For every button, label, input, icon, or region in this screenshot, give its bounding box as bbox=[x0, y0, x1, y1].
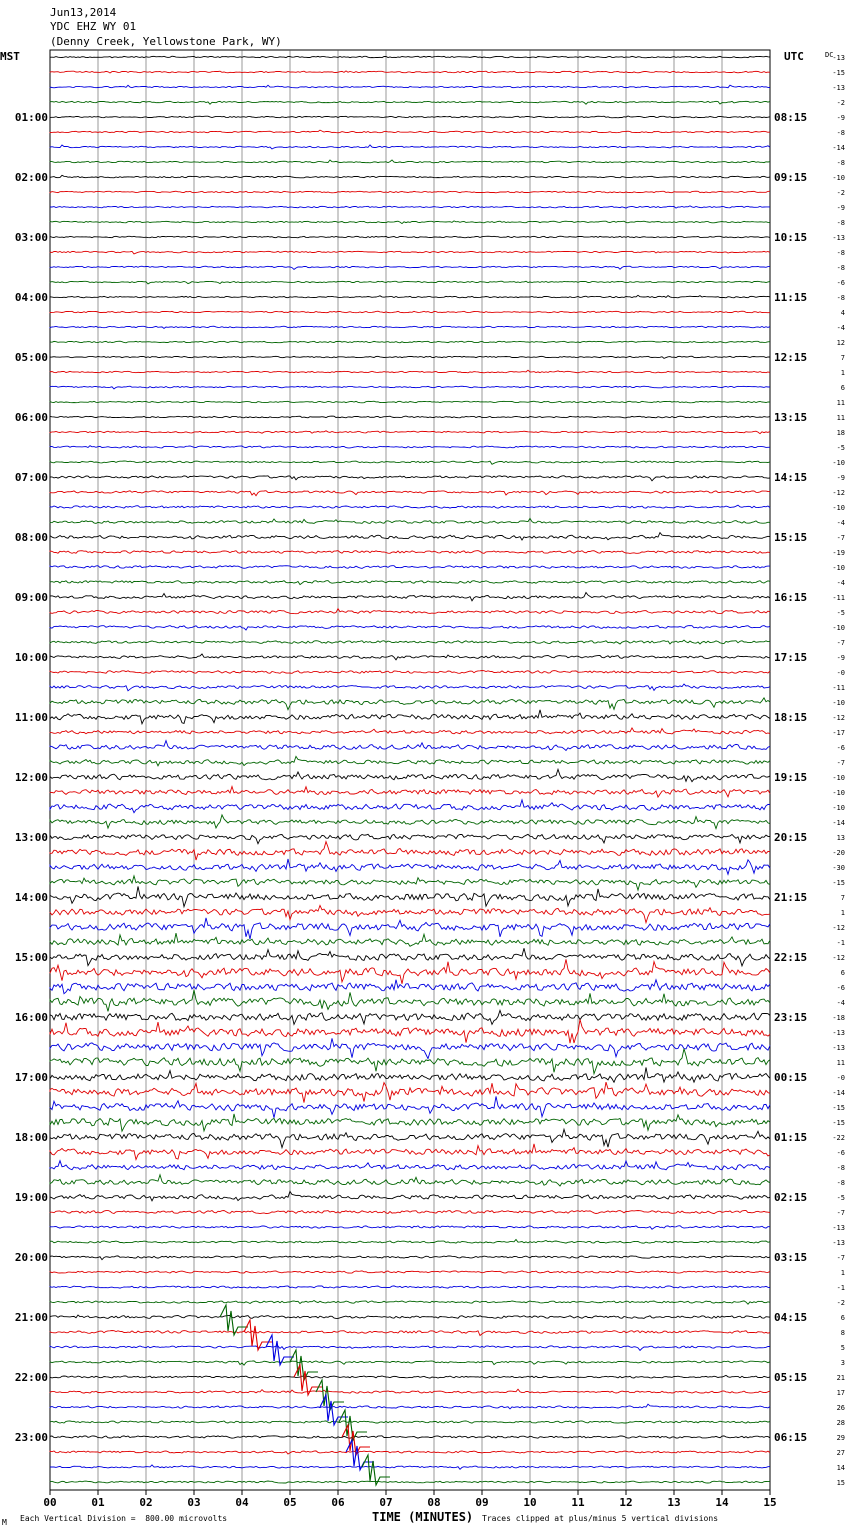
dc-offset-label: -8 bbox=[836, 264, 845, 272]
dc-offset-label: -10 bbox=[832, 804, 845, 812]
seismic-trace bbox=[50, 1161, 770, 1170]
seismic-trace bbox=[50, 787, 770, 798]
mst-hour-label: 01:00 bbox=[14, 111, 48, 124]
seismic-trace bbox=[50, 710, 770, 724]
mst-hour-label: 04:00 bbox=[14, 291, 48, 304]
dc-offset-label: -30 bbox=[832, 864, 845, 872]
seismic-trace bbox=[50, 416, 770, 418]
dc-offset-label: 14 bbox=[836, 1464, 845, 1472]
seismic-trace bbox=[50, 476, 770, 481]
dc-offset-label: -13 bbox=[832, 1239, 845, 1247]
dc-offset-label: -4 bbox=[836, 999, 845, 1007]
dc-offset-label: -12 bbox=[832, 714, 845, 722]
seismic-trace bbox=[50, 295, 770, 298]
dc-offset-label: 26 bbox=[836, 1404, 845, 1412]
dc-offset-label: -13 bbox=[832, 84, 845, 92]
x-tick-label: 13 bbox=[667, 1496, 681, 1509]
dc-offset-label: -7 bbox=[836, 1209, 845, 1217]
dc-offset-label: -6 bbox=[836, 1149, 845, 1157]
x-tick-label: 07 bbox=[379, 1496, 393, 1509]
dc-offset-label: -10 bbox=[832, 774, 845, 782]
dc-offset-label: 29 bbox=[836, 1434, 845, 1442]
x-tick-label: 06 bbox=[331, 1496, 345, 1509]
seismic-trace bbox=[50, 1175, 770, 1186]
seismic-trace bbox=[50, 698, 770, 710]
dc-offset-label: -7 bbox=[836, 534, 845, 542]
dc-axis-label: DC bbox=[825, 51, 834, 59]
seismic-trace bbox=[50, 1114, 770, 1131]
seismic-trace bbox=[50, 533, 770, 540]
dc-offset-label: 15 bbox=[836, 1479, 845, 1487]
seismic-trace bbox=[50, 1226, 770, 1230]
seismic-trace bbox=[50, 221, 770, 224]
seismic-trace bbox=[50, 815, 770, 829]
mst-hour-label: 02:00 bbox=[14, 171, 48, 184]
plot-frame bbox=[50, 50, 770, 1490]
dc-offset-label: -8 bbox=[836, 129, 845, 137]
utc-hour-label: 06:15 bbox=[774, 1431, 808, 1444]
dc-offset-label: -8 bbox=[836, 1179, 845, 1187]
seismic-trace bbox=[50, 401, 770, 403]
dc-offset-label: 11 bbox=[836, 414, 845, 422]
dc-offset-label: -13 bbox=[832, 1044, 845, 1052]
seismic-trace bbox=[50, 609, 770, 614]
dc-offset-label: -10 bbox=[832, 564, 845, 572]
seismic-trace bbox=[50, 116, 770, 118]
dc-offset-label: -2 bbox=[836, 189, 845, 197]
utc-hour-label: 20:15 bbox=[774, 831, 808, 844]
mst-hour-label: 16:00 bbox=[14, 1011, 48, 1024]
seismic-trace bbox=[50, 101, 770, 104]
seismic-trace bbox=[50, 959, 770, 984]
seismic-trace bbox=[50, 1451, 770, 1454]
seismic-trace bbox=[50, 1210, 770, 1213]
mst-hour-label: 20:00 bbox=[14, 1251, 48, 1264]
seismic-trace bbox=[50, 933, 770, 946]
dc-offset-label: -5 bbox=[836, 609, 845, 617]
utc-hour-label: 23:15 bbox=[774, 1011, 808, 1024]
seismic-trace bbox=[50, 654, 770, 660]
station-location: (Denny Creek, Yellowstone Park, WY) bbox=[50, 35, 282, 48]
mst-hour-label: 05:00 bbox=[14, 351, 48, 364]
mst-hour-label: 13:00 bbox=[14, 831, 48, 844]
seismic-trace bbox=[50, 160, 770, 163]
seismic-trace bbox=[50, 85, 770, 88]
dc-offset-label: -14 bbox=[832, 1089, 845, 1097]
dc-offset-label: 28 bbox=[836, 1419, 845, 1427]
seismic-trace bbox=[50, 1346, 770, 1351]
seismic-trace bbox=[50, 56, 770, 58]
dc-offset-label: 3 bbox=[840, 1359, 845, 1367]
dc-offset-label: 7 bbox=[840, 354, 845, 362]
dc-offset-label: 1 bbox=[840, 369, 845, 377]
scale-note: Each Vertical Division = 800.00 microvolts bbox=[20, 1514, 228, 1523]
dc-offset-label: -19 bbox=[832, 549, 845, 557]
seismic-trace bbox=[50, 175, 770, 178]
seismic-trace bbox=[50, 1067, 770, 1082]
seismic-trace bbox=[50, 518, 770, 523]
mst-hour-label: 10:00 bbox=[14, 651, 48, 664]
mst-hour-label: 06:00 bbox=[14, 411, 48, 424]
seismic-trace bbox=[50, 800, 770, 813]
seismic-trace bbox=[50, 859, 770, 874]
dc-offset-label: -5 bbox=[836, 444, 845, 452]
seismic-trace bbox=[50, 1271, 770, 1273]
seismic-trace bbox=[50, 1240, 770, 1244]
utc-hour-label: 13:15 bbox=[774, 411, 808, 424]
seismic-trace bbox=[50, 834, 770, 843]
seismic-trace bbox=[50, 491, 770, 496]
dc-offset-label: -22 bbox=[832, 1134, 845, 1142]
dc-offset-label: -12 bbox=[832, 954, 845, 962]
dc-offset-label: 13 bbox=[836, 834, 845, 842]
dc-offset-label: 6 bbox=[840, 969, 845, 977]
utc-hour-label: 16:15 bbox=[774, 591, 808, 604]
dc-offset-label: -10 bbox=[832, 624, 845, 632]
x-tick-label: 04 bbox=[235, 1496, 249, 1509]
utc-hour-label: 01:15 bbox=[774, 1131, 808, 1144]
dc-offset-label: -2 bbox=[836, 1299, 845, 1307]
seismic-trace bbox=[50, 206, 770, 208]
seismic-trace bbox=[50, 1049, 770, 1074]
seismic-trace bbox=[50, 1096, 770, 1117]
x-tick-label: 10 bbox=[523, 1496, 537, 1509]
seismic-trace bbox=[50, 356, 770, 358]
dc-offset-label: -7 bbox=[836, 759, 845, 767]
dc-offset-label: -0 bbox=[836, 1074, 845, 1082]
seismic-trace bbox=[50, 1465, 770, 1469]
x-tick-label: 03 bbox=[187, 1496, 201, 1509]
dc-offset-label: 5 bbox=[840, 1344, 845, 1352]
seismic-trace bbox=[50, 1301, 770, 1305]
utc-hour-label: 21:15 bbox=[774, 891, 808, 904]
seismic-trace bbox=[50, 581, 770, 585]
footer-mark: M bbox=[2, 1518, 7, 1527]
mst-hour-label: 11:00 bbox=[14, 711, 48, 724]
dc-offset-label: -10 bbox=[832, 174, 845, 182]
dc-offset-label: -0 bbox=[836, 669, 845, 677]
dc-offset-label: -5 bbox=[836, 1194, 845, 1202]
dc-offset-label: 6 bbox=[840, 1314, 845, 1322]
x-tick-label: 05 bbox=[283, 1496, 297, 1509]
seismic-trace bbox=[50, 756, 770, 765]
dc-offset-label: -18 bbox=[832, 1014, 845, 1022]
plot-date: Jun13,2014 bbox=[50, 6, 117, 19]
dc-offset-label: 11 bbox=[836, 1059, 845, 1067]
seismic-trace bbox=[50, 281, 770, 284]
seismic-trace bbox=[50, 1129, 770, 1147]
x-tick-label: 14 bbox=[715, 1496, 729, 1509]
dc-offset-label: -20 bbox=[832, 849, 845, 857]
dc-offset-label: 1 bbox=[840, 1269, 845, 1277]
seismic-trace bbox=[50, 191, 770, 193]
dc-offset-label: -9 bbox=[836, 204, 845, 212]
seismic-trace bbox=[50, 684, 770, 691]
dc-offset-label: -15 bbox=[832, 1104, 845, 1112]
dc-offset-label: -4 bbox=[836, 324, 845, 332]
mst-hour-label: 17:00 bbox=[14, 1071, 48, 1084]
seismic-trace bbox=[50, 326, 770, 328]
dc-offset-label: -8 bbox=[836, 219, 845, 227]
dc-offset-label: 11 bbox=[836, 399, 845, 407]
seismic-trace bbox=[50, 990, 770, 1011]
utc-hour-label: 22:15 bbox=[774, 951, 808, 964]
seismic-trace bbox=[50, 1144, 770, 1160]
seismic-trace bbox=[50, 1315, 770, 1318]
seismic-trace bbox=[50, 505, 770, 508]
dc-offset-label: -9 bbox=[836, 654, 845, 662]
dc-offset-label: -7 bbox=[836, 639, 845, 647]
x-tick-label: 15 bbox=[763, 1496, 777, 1509]
dc-offset-label: -8 bbox=[836, 249, 845, 257]
seismic-trace bbox=[50, 593, 770, 601]
dc-offset-label: -15 bbox=[832, 69, 845, 77]
seismic-trace bbox=[50, 1286, 770, 1288]
dc-offset-label: -1 bbox=[836, 1284, 845, 1292]
seismic-trace bbox=[50, 71, 770, 73]
seismic-trace bbox=[50, 431, 770, 434]
seismic-trace bbox=[50, 1082, 770, 1103]
seismic-trace bbox=[50, 980, 770, 994]
x-tick-label: 09 bbox=[475, 1496, 489, 1509]
mst-hour-label: 18:00 bbox=[14, 1131, 48, 1144]
dc-offset-label: 21 bbox=[836, 1374, 845, 1382]
dc-offset-label: -13 bbox=[832, 1224, 845, 1232]
seismic-trace bbox=[50, 145, 770, 149]
seismic-trace bbox=[50, 130, 770, 133]
x-tick-label: 00 bbox=[43, 1496, 57, 1509]
dc-offset-label: 8 bbox=[840, 1329, 845, 1337]
mst-hour-label: 21:00 bbox=[14, 1311, 48, 1324]
seismic-trace bbox=[50, 1331, 770, 1336]
seismic-trace bbox=[50, 551, 770, 554]
mst-hour-label: 08:00 bbox=[14, 531, 48, 544]
event-transient bbox=[294, 1365, 322, 1395]
seismic-trace bbox=[50, 1038, 770, 1058]
utc-hour-label: 19:15 bbox=[774, 771, 808, 784]
utc-hour-label: 15:15 bbox=[774, 531, 808, 544]
dc-offset-label: -4 bbox=[836, 579, 845, 587]
dc-offset-label: -13 bbox=[832, 54, 845, 62]
dc-offset-label: -17 bbox=[832, 729, 845, 737]
dc-offset-label: 18 bbox=[836, 429, 845, 437]
seismic-trace bbox=[50, 1375, 770, 1378]
seismic-trace bbox=[50, 1481, 770, 1483]
event-transient bbox=[346, 1440, 374, 1470]
dc-offset-label: -13 bbox=[832, 1029, 845, 1037]
seismic-trace bbox=[50, 1020, 770, 1044]
seismic-trace bbox=[50, 1421, 770, 1423]
dc-offset-label: -8 bbox=[836, 159, 845, 167]
mst-hour-label: 23:00 bbox=[14, 1431, 48, 1444]
seismic-trace bbox=[50, 886, 770, 906]
utc-axis-label: UTC bbox=[784, 50, 804, 63]
seismic-trace bbox=[50, 1256, 770, 1260]
x-axis-label: TIME (MINUTES) bbox=[372, 1510, 474, 1524]
seismic-trace bbox=[50, 386, 770, 389]
dc-offset-label: -4 bbox=[836, 519, 845, 527]
utc-hour-label: 14:15 bbox=[774, 471, 808, 484]
dc-offset-label: 7 bbox=[840, 894, 845, 902]
dc-offset-label: -11 bbox=[832, 594, 845, 602]
seismic-trace bbox=[50, 341, 770, 343]
dc-offset-label: -9 bbox=[836, 474, 845, 482]
seismic-trace bbox=[50, 236, 770, 238]
dc-offset-label: -7 bbox=[836, 1254, 845, 1262]
dc-offset-label: -12 bbox=[832, 489, 845, 497]
dc-offset-label: 4 bbox=[840, 309, 845, 317]
utc-hour-label: 18:15 bbox=[774, 711, 808, 724]
seismic-trace bbox=[50, 948, 770, 966]
station-code: YDC EHZ WY 01 bbox=[50, 20, 137, 33]
utc-hour-label: 09:15 bbox=[774, 171, 808, 184]
seismic-trace bbox=[50, 905, 770, 922]
x-tick-label: 08 bbox=[427, 1496, 441, 1509]
x-tick-label: 01 bbox=[91, 1496, 105, 1509]
mst-hour-label: 12:00 bbox=[14, 771, 48, 784]
seismic-trace bbox=[50, 266, 770, 269]
seismic-trace bbox=[50, 1436, 770, 1438]
dc-offset-label: 12 bbox=[836, 339, 845, 347]
seismic-trace bbox=[50, 461, 770, 464]
mst-axis-label: MST bbox=[0, 50, 20, 63]
dc-offset-label: -2 bbox=[836, 99, 845, 107]
dc-offset-label: -6 bbox=[836, 279, 845, 287]
seismic-trace bbox=[50, 370, 770, 373]
seismic-trace bbox=[50, 728, 770, 734]
seismic-trace bbox=[50, 446, 770, 448]
seismic-trace bbox=[50, 1389, 770, 1393]
seismic-trace bbox=[50, 671, 770, 674]
seismic-trace bbox=[50, 251, 770, 254]
utc-hour-label: 05:15 bbox=[774, 1371, 808, 1384]
x-tick-label: 02 bbox=[139, 1496, 153, 1509]
dc-offset-label: 17 bbox=[836, 1389, 845, 1397]
mst-hour-label: 07:00 bbox=[14, 471, 48, 484]
dc-offset-label: -14 bbox=[832, 819, 845, 827]
utc-hour-label: 11:15 bbox=[774, 291, 808, 304]
utc-hour-label: 17:15 bbox=[774, 651, 808, 664]
dc-offset-label: -6 bbox=[836, 744, 845, 752]
dc-offset-label: -6 bbox=[836, 984, 845, 992]
mst-hour-label: 15:00 bbox=[14, 951, 48, 964]
mst-hour-label: 09:00 bbox=[14, 591, 48, 604]
seismic-trace bbox=[50, 1361, 770, 1365]
dc-offset-label: -9 bbox=[836, 114, 845, 122]
mst-hour-label: 14:00 bbox=[14, 891, 48, 904]
mst-hour-label: 19:00 bbox=[14, 1191, 48, 1204]
dc-offset-label: -8 bbox=[836, 1164, 845, 1172]
dc-offset-label: -13 bbox=[832, 234, 845, 242]
seismic-trace bbox=[50, 842, 770, 861]
seismic-trace bbox=[50, 876, 770, 890]
dc-offset-label: -8 bbox=[836, 294, 845, 302]
dc-offset-label: 27 bbox=[836, 1449, 845, 1457]
seismic-trace bbox=[50, 741, 770, 751]
utc-hour-label: 10:15 bbox=[774, 231, 808, 244]
dc-offset-label: -15 bbox=[832, 1119, 845, 1127]
event-transient bbox=[244, 1320, 272, 1350]
dc-offset-label: -11 bbox=[832, 684, 845, 692]
utc-hour-label: 12:15 bbox=[774, 351, 808, 364]
utc-hour-label: 02:15 bbox=[774, 1191, 808, 1204]
dc-offset-label: -14 bbox=[832, 144, 845, 152]
seismic-trace bbox=[50, 769, 770, 781]
x-tick-label: 12 bbox=[619, 1496, 633, 1509]
seismic-trace bbox=[50, 311, 770, 313]
dc-offset-label: -10 bbox=[832, 504, 845, 512]
utc-hour-label: 08:15 bbox=[774, 111, 808, 124]
utc-hour-label: 03:15 bbox=[774, 1251, 808, 1264]
dc-offset-label: -10 bbox=[832, 699, 845, 707]
utc-hour-label: 00:15 bbox=[774, 1071, 808, 1084]
seismic-trace bbox=[50, 1404, 770, 1409]
dc-offset-label: -12 bbox=[832, 924, 845, 932]
mst-hour-label: 22:00 bbox=[14, 1371, 48, 1384]
clip-note: Traces clipped at plus/minus 5 vertical divisions bbox=[482, 1514, 719, 1523]
seismic-trace bbox=[50, 566, 770, 569]
dc-offset-label: -15 bbox=[832, 879, 845, 887]
x-tick-label: 11 bbox=[571, 1496, 585, 1509]
dc-offset-label: 6 bbox=[840, 384, 845, 392]
dc-offset-label: -1 bbox=[836, 939, 845, 947]
seismic-trace bbox=[50, 640, 770, 644]
seismic-trace bbox=[50, 918, 770, 939]
dc-offset-label: -10 bbox=[832, 459, 845, 467]
dc-offset-label: 1 bbox=[840, 909, 845, 917]
seismic-trace bbox=[50, 626, 770, 630]
utc-hour-label: 04:15 bbox=[774, 1311, 808, 1324]
mst-hour-label: 03:00 bbox=[14, 231, 48, 244]
seismic-trace bbox=[50, 1191, 770, 1200]
dc-offset-label: -10 bbox=[832, 789, 845, 797]
